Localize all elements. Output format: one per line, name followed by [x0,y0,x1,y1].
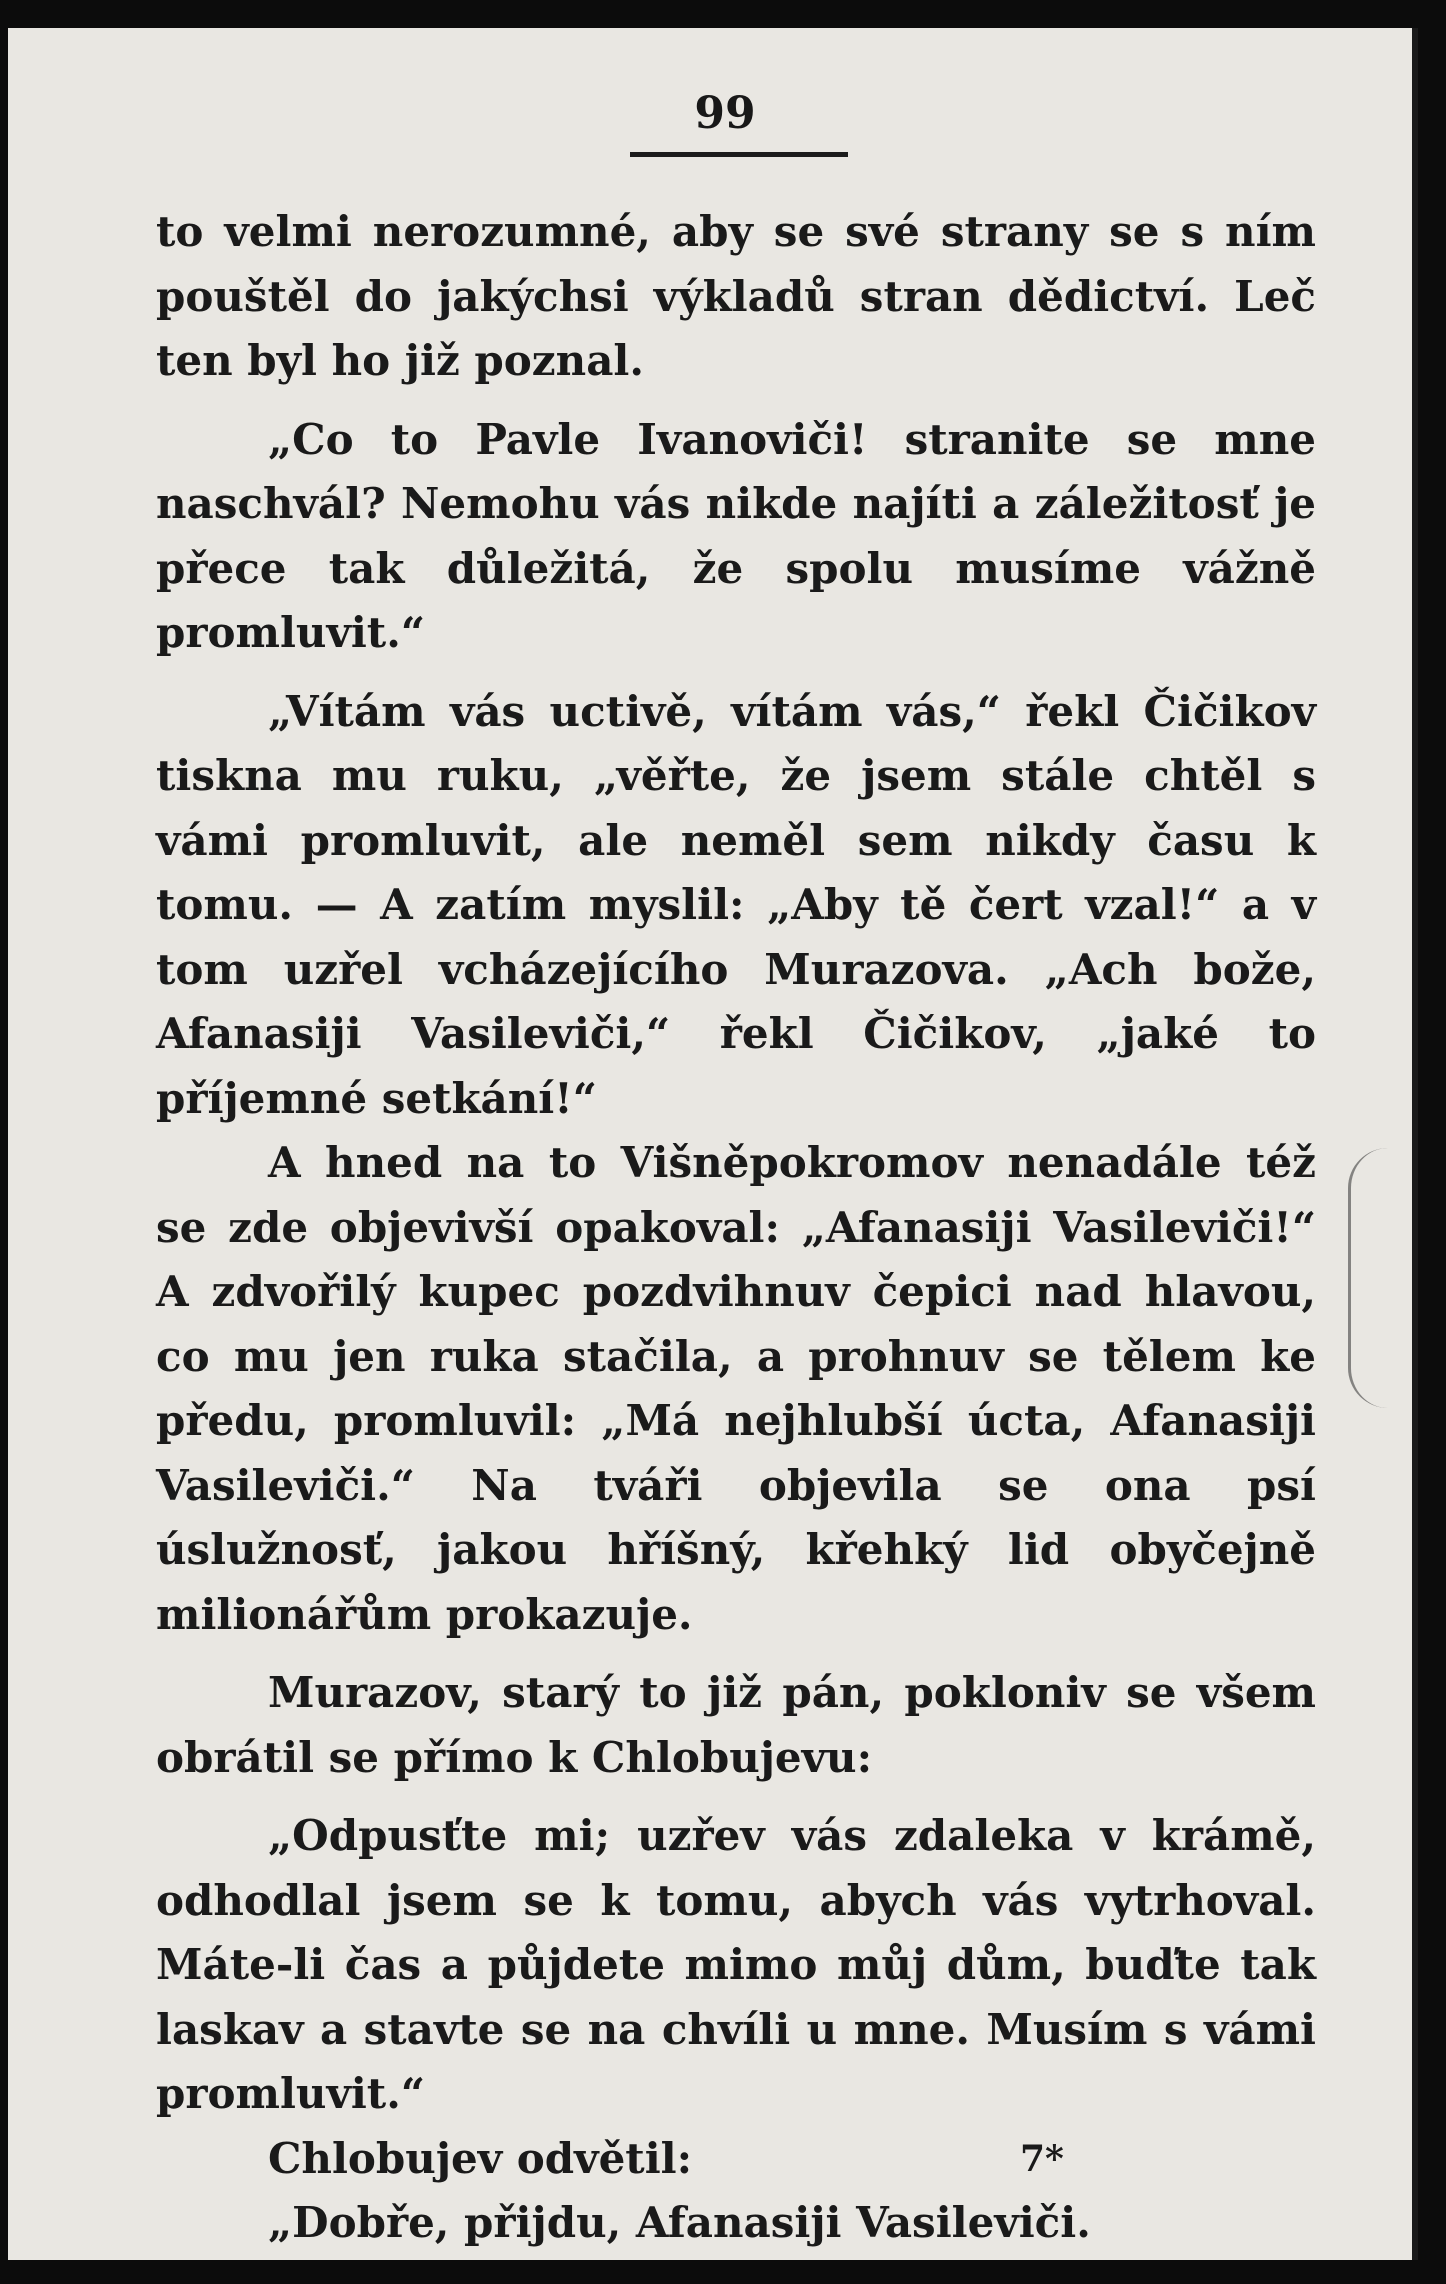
paragraph: „Vítám vás uctivě, vítám vás,“ řekl Čičikov tiskna mu ruku, „věřte, že jsem stále chtěl s vámi promluvit, ale neměl sem nikdy času k tomu. — A zatím myslil: „Aby tě čert vzal!“ a v tom uzřel vcházejícího Murazova. „Ach bože, Afanasiji Vasileviči,“ řekl Čičikov, „jaké to příjemné setkání!“ [156,686,1316,1123]
paragraph: to velmi nerozumné, aby se své strany se s ním pouštěl do jakýchsi výkladů stran dědictví. Leč ten byl ho již poznal. [156,207,1316,385]
binding-shadow [1348,1148,1421,1408]
paragraph: Murazov, starý to již pán, pokloniv se všem obrátil se přímo k Chlobujevu: [156,1668,1316,1782]
paragraph-gap [156,1790,1316,1804]
printer-signature: 7* [1020,2138,1064,2180]
paragraph-gap [156,1647,1316,1661]
header-rule [630,152,848,157]
paragraph-gap [156,394,1316,408]
paragraph: „Dobře, přijdu, Afanasiji Vasileviči. [268,2198,1091,2247]
book-page [8,28,1418,2260]
paragraph-gap [156,666,1316,680]
body-text [156,200,1316,2256]
paragraph: Chlobujev odvětil: [268,2133,693,2183]
paragraph: „Co to Pavle Ivanoviči! stranite se mne naschvál? Nemohu vás nikde najíti a záležitosť je přece tak důležitá, že spolu musíme vážně promluvit.“ [156,414,1316,657]
paragraph: „Odpusťte mi; uzřev vás zdaleka v krámě, odhodlal jsem se k tomu, abych vás vytrhoval. Máte-li čas a půjdete mimo můj dům, buďte tak laskav a stavte se na chvíli u mne. Musím s vámi promluvit.“ [156,1811,1316,2118]
paragraph: A hned na to Višněpokromov nenadále též se zde objevivší opakoval: „Afanasiji Vasileviči!“ A zdvořilý kupec pozdvihnuv čepici nad hlavou, co mu jen ruka stačila, a prohnuv se tělem ke předu, promluvil: „Má nejhlubší úcta, Afanasiji Vasileviči.“ Na tváři objevila se ona psí úslužnosť, jakou hříšný, křehký lid obyčejně milionářům prokazuje. [156,1138,1316,1639]
page-number: 99 [694,88,756,139]
